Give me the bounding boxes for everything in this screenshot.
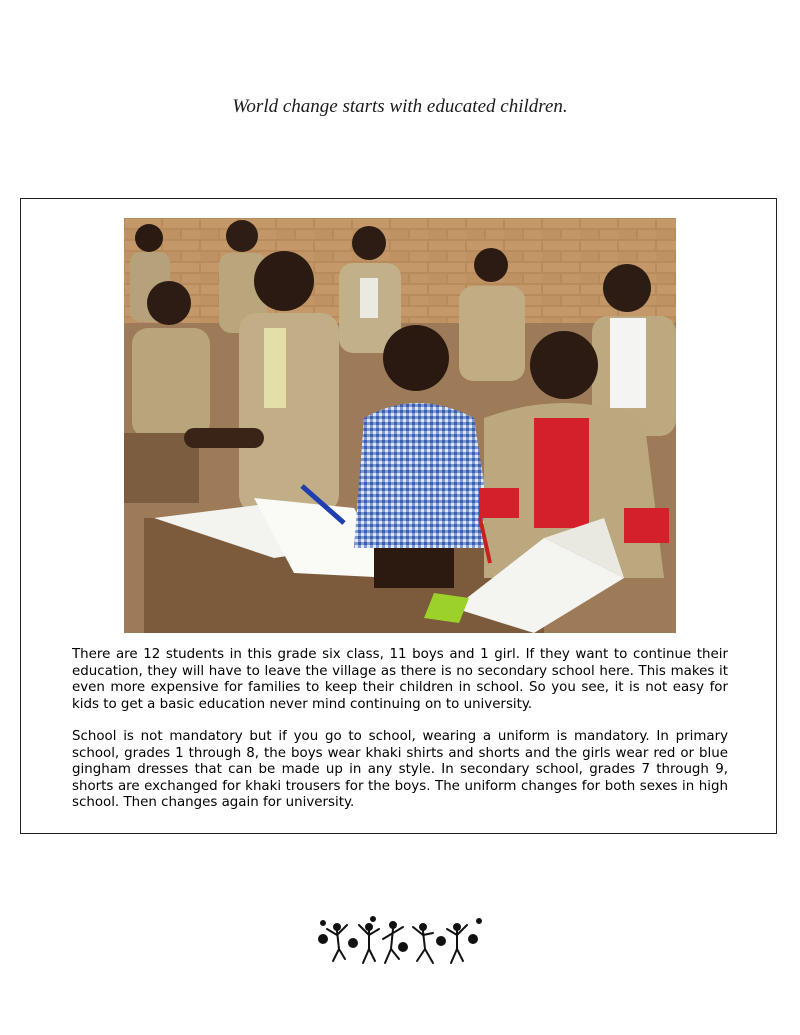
photo-caption (72, 647, 728, 828)
caption-paragraph-1: There are 12 students in this grade six class, 11 boys and 1 girl. If they want to continue their education, they will have to leave the village as there is no secondary school here. This makes it even more expensive for families to keep their children in school. So you see, it is not easy for kids to get a basic education never mind continuing on to university. (72, 647, 728, 712)
caption-paragraph-2: School is not mandatory but if you go to school, wearing a uniform is mandatory. In primary school, grades 1 through 8, the boys wear khaki shirts and shorts and the girls wear red or blue gingham dresses that can be made up in any style. In secondary school, grades 7 through 9, shorts are exchanged for khaki trousers for the boys. The uniform changes for both sexes in high school. Then changes again for university. (72, 729, 728, 810)
content-frame (20, 198, 777, 834)
page-tagline: World change starts with educated children. (232, 96, 568, 117)
dancing-figures-emblem-icon (313, 913, 485, 969)
classroom-photo (124, 218, 676, 633)
classroom-photo-illustration (124, 218, 676, 633)
